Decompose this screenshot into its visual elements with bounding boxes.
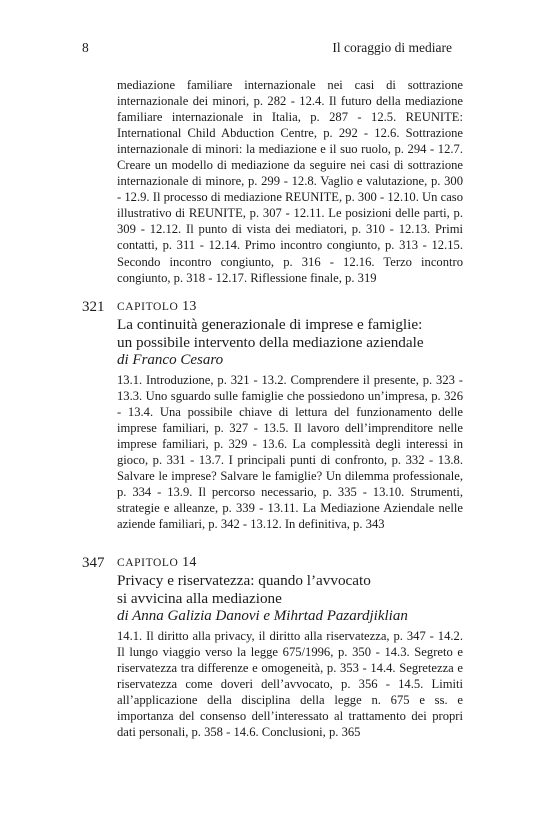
chapter-title bbox=[117, 316, 463, 351]
chapter-label-number: 14 bbox=[182, 555, 197, 570]
chapter-label bbox=[117, 298, 463, 316]
chapter-section-list: 14.1. Il diritto alla privacy, il diritto alla riservatezza, p. 347 - 14.2. Il lungo viaggio verso la legge 675/1996, p. 350 - 14.3. Segreto e riservatezza tra differenze e omogeneità, p. 353 - 14.4. Segretezza e riservatezza come doveri dell’avvocato, p. 356 - 14.5. Limiti all’applicazione della disciplina della legge n. 675 e ss. e importanza del consenso dell’interessato al trattamento dei propri dati personali, p. 358 - 14.6. Conclusioni, p. 365 bbox=[117, 629, 463, 740]
running-head bbox=[82, 40, 452, 60]
chapter-title-line: si avvicina alla mediazione bbox=[117, 589, 282, 607]
chapter-label-number: 13 bbox=[182, 299, 197, 314]
chapter-label bbox=[117, 554, 463, 572]
chapter-title bbox=[117, 572, 463, 607]
chapter-label-word: CAPITOLO bbox=[117, 557, 179, 569]
chapter-title-line: Privacy e riservatezza: quando l’avvocato bbox=[117, 572, 371, 589]
previous-chapter-toc-continuation: mediazione familiare internazionale nei casi di sottrazione internazionale dei minori, p. 282 - 12.4. Il futuro della mediazione familiare internazionale in Italia, p. 287 - 12.5. REUNITE: International Child Abduction Centre, p. 292 - 12.6. Sottrazione internazionale di minori: la mediazione e il suo ruolo, p. 294 - 12.7. Creare un modello di mediazione da seguire nei casi di sottrazione internazionale di minore, p. 299 - 12.8. Vaglio e valutazione, p. 300 - 12.9. Il processo di mediazione REUNITE, p. 300 - 12.10. Un caso illustrativo di REUNITE, p. 307 - 12.11. Le posizioni delle parti, p. 309 - 12.12. Il punto di vista dei mediatori, p. 310 - 12.13. Primi contatti, p. 311 - 12.14. Primo incontro congiunto, p. 313 - 12.15. Secondo incontro congiunto, p. 316 - 12.16. Terzo incontro congiunto, p. 318 - 12.17. Riflessione finale, p. 319 bbox=[117, 78, 463, 285]
chapter-start-page: 321 bbox=[82, 299, 105, 315]
running-head-title: Il coraggio di mediare bbox=[332, 40, 452, 55]
chapter-title-line: La continuità generazionale di imprese e famiglie: bbox=[117, 316, 423, 333]
chapter-author: di Franco Cesaro bbox=[117, 352, 224, 368]
chapter-section-list: 13.1. Introduzione, p. 321 - 13.2. Comprendere il presente, p. 323 - 13.3. Uno sguardo sulle famiglie che possiedono un’impresa, p. 326 - 13.4. Una possibile chiave di lettura del funzionamento delle imprese familiari, p. 327 - 13.5. Il lavoro dell’imprenditore nelle imprese familiari, p. 329 - 13.6. La complessità degli interessi in gioco, p. 331 - 13.7. I principali punti di confronto, p. 332 - 13.8. Salvare le imprese? Salvare le famiglie? Un dilemma professionale, p. 334 - 13.9. Il percorso necessario, p. 335 - 13.10. Strumenti, strategie e alleanze, p. 339 - 13.11. La Mediazione Aziendale nelle aziende familiari, p. 342 - 13.12. In definitiva, p. 343 bbox=[117, 373, 463, 532]
chapter-body bbox=[117, 298, 463, 532]
chapter-start-page: 347 bbox=[82, 555, 105, 571]
chapter-author: di Anna Galizia Danovi e Mihrtad Pazardjiklian bbox=[117, 608, 408, 624]
chapter-label-word: CAPITOLO bbox=[117, 301, 179, 313]
chapter-title-line: un possibile intervento della mediazione aziendale bbox=[117, 333, 424, 351]
page-number: 8 bbox=[82, 40, 89, 55]
chapter-body bbox=[117, 554, 463, 740]
